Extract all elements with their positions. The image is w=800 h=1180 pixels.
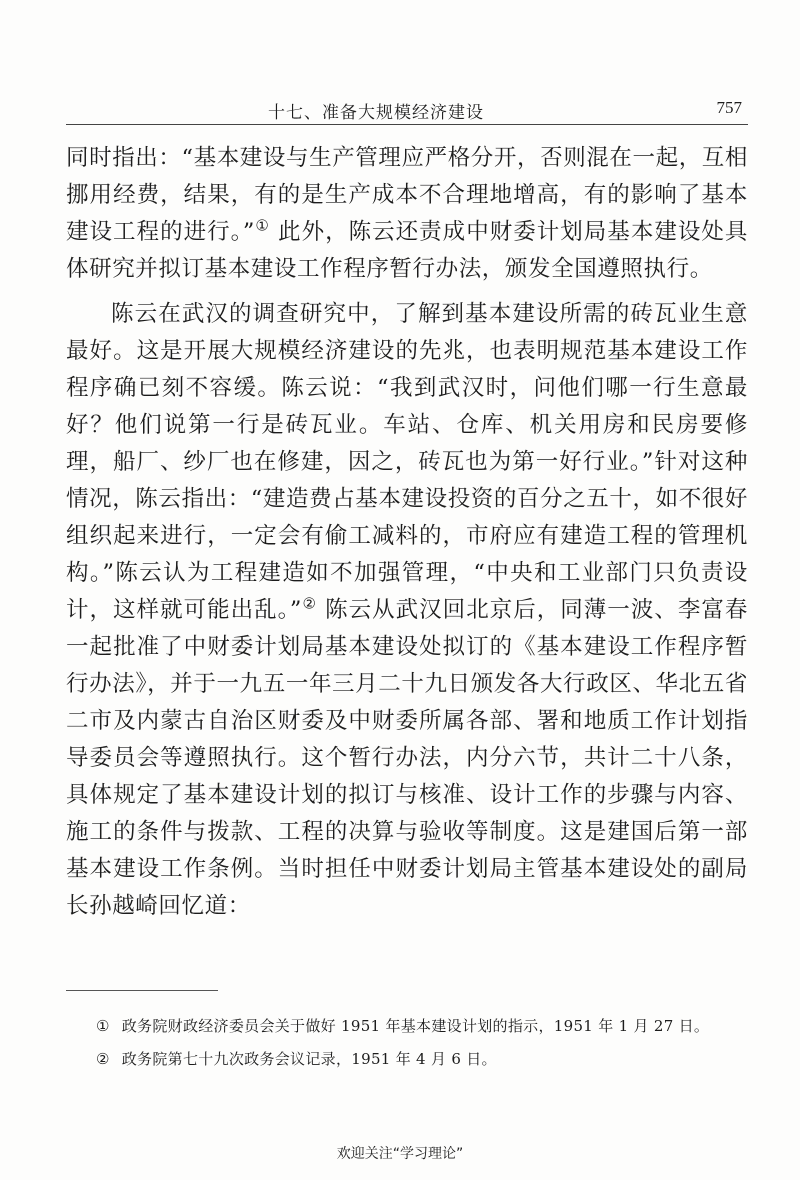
footnote-ref-2: ② <box>302 594 317 613</box>
footnote-2-text: 政务院第七十九次政务会议记录，1951 年 4 月 6 日。 <box>121 1050 497 1068</box>
chapter-title: 十七、准备大规模经济建设 <box>268 103 484 123</box>
footnote-1 <box>66 1013 748 1040</box>
paragraph-1-part-b: 此外，陈云还责成中财委计划局基本建设处具体研究并拟订基本建设工作程序暂行办法，颁发全国遵照执行。 <box>66 219 748 282</box>
paragraph-1-part-a: 同时指出：“基本建设与生产管理应严格分开，否则混在一起，互相挪用经费，结果，有的是生产成本不合理地增高，有的影响了基本建设工程的进行。” <box>66 145 749 245</box>
running-head <box>66 96 748 125</box>
paragraph-2-part-b: 陈云从武汉回北京后，同薄一波、李富春一起批准了中财委计划局基本建设处拟订的《基本建设工作程序暂行办法》，并于一九五一年三月二十九日颁发各大行政区、华北五省二市及内蒙古自治区财委及中财委所属各部、署和地质工作计划指导委员会等遵照执行。这个暂行办法，内分六节，共计二十八条，具体规定了基本建设计划的拟订与核准、设计工作的步骤与内容、施工的条件与拨款、工程的决算与验收等制度。这是建国后第一部基本建设工作条例。当时担任中财委计划局主管基本建设处的副局长孙越崎回忆道： <box>66 597 748 919</box>
body-text <box>66 140 748 933</box>
footnote-1-mark: ① <box>96 1017 110 1035</box>
bottom-caption: 欢迎关注“学习理论” <box>336 1146 464 1162</box>
footnote-divider <box>66 990 218 991</box>
footnote-1-text: 政务院财政经济委员会关于做好 1951 年基本建设计划的指示，1951 年 1 月 27 日。 <box>121 1017 710 1035</box>
paragraph-2 <box>66 296 748 925</box>
footnote-2 <box>66 1046 748 1073</box>
footnote-2-mark: ② <box>96 1050 110 1068</box>
paragraph-2-part-a: 陈云在武汉的调查研究中，了解到基本建设所需的砖瓦业生意最好。这是开展大规模经济建设的先兆，也表明规范基本建设工作程序确已刻不容缓。陈云说：“我到武汉时，问他们哪一行生意最好？他们说第一行是砖瓦业。车站、仓库、机关用房和民房要修理，船厂、纱厂也在修建，因之，砖瓦也为第一好行业。”针对这种情况，陈云指出：“建造费占基本建设投资的百分之五十，如不很好组织起来进行，一定会有偷工减料的，市府应有建造工程的管理机构。”陈云认为工程建造如不加强管理，“中央和工业部门只负责设计，这样就可能出乱。” <box>66 301 749 623</box>
footnote-ref-1: ① <box>255 216 270 235</box>
footnotes <box>66 1013 748 1079</box>
paragraph-1 <box>66 140 748 288</box>
page-number: 757 <box>716 98 742 117</box>
